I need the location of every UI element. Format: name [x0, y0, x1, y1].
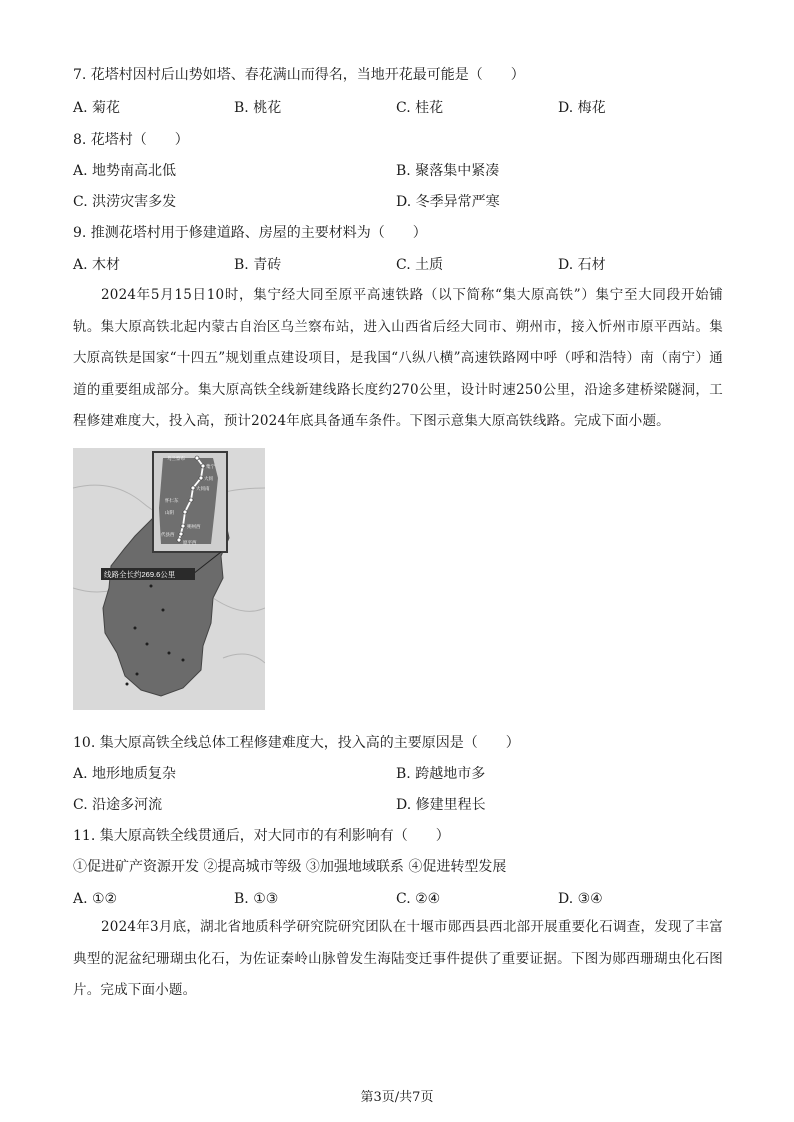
q7-option-a: A. 菊花 [73, 100, 121, 116]
station-label: 集宁 [206, 464, 215, 469]
q8-option-a: A. 地势南高北低 [73, 163, 177, 179]
station-label: 代县西 [161, 532, 175, 537]
q8-option-b: B. 聚落集中紧凑 [396, 163, 500, 179]
passage-railway: 2024年5月15日10时，集宁经大同至原平高速铁路（以下简称“集大原高铁”）集宁至大同段开始铺轨。集大原高铁北起内蒙古自治区乌兰察布站，进入山西省后经大同市、朔州市，接入忻州市原平西站。集大原高铁是国家“十四五”规划重点建设项目，是我国“八纵八横”高速铁路网中呼（呼和浩特）南（南宁）通道的重要组成部分。集大原高铁全线新建线路长度约270公里，设计时速250公里，沿途多建桥梁隧洞，工程修建难度大，投入高，预计2024年底具备通车条件。下图示意集大原高铁线路。完成下面小题。 [73, 287, 723, 429]
q8-option-d: D. 冬季异常严寒 [396, 194, 500, 210]
station-label: 原平西 [183, 540, 197, 545]
q10-option-d: D. 修建里程长 [396, 797, 486, 813]
q10-option-c: C. 沿途多河流 [73, 797, 163, 813]
q9-option-b: B. 青砖 [234, 257, 282, 273]
question-7-stem: 7. 花塔村因村后山势如塔、春花满山而得名，当地开花最可能是（ ） [73, 67, 525, 83]
question-9-stem: 9. 推测花塔村用于修建道路、房屋的主要材料为（ ） [73, 225, 427, 241]
q10-option-a: A. 地形地质复杂 [73, 766, 177, 782]
passage-fossil: 2024年3月底，湖北省地质科学研究院研究团队在十堰市郧西县西北部开展重要化石调查，发现了丰富典型的泥盆纪珊瑚虫化石，为佐证秦岭山脉曾发生海陆变迁事件提供了重要证据。下图为郧西珊瑚虫化石图片。完成下面小题。 [73, 919, 723, 998]
q11-option-a: A. ①② [73, 891, 118, 907]
question-8-stem: 8. 花塔村（ ） [73, 132, 189, 148]
station-label: 山阴 [165, 510, 174, 515]
station-label: 大同 [204, 476, 213, 481]
q7-option-b: B. 桃花 [234, 100, 282, 116]
q11-option-c: C. ②④ [396, 891, 441, 907]
q10-option-b: B. 跨越地市多 [396, 766, 486, 782]
q11-option-d: D. ③④ [558, 891, 603, 907]
q11-option-b: B. ①③ [234, 891, 279, 907]
q7-option-c: C. 桂花 [396, 100, 444, 116]
length-callout-label: 线路全长约269.6公里 [104, 570, 176, 579]
station-label: 大同南 [196, 486, 210, 491]
question-10-stem: 10. 集大原高铁全线总体工程修建难度大，投入高的主要原因是（ ） [73, 735, 520, 751]
railway-map-figure [73, 448, 265, 710]
q8-option-c: C. 洪涝灾害多发 [73, 194, 177, 210]
q9-option-d: D. 石材 [558, 257, 606, 273]
station-label: 朔州西 [187, 524, 201, 529]
q11-choices: ①促进矿产资源开发 ②提高城市等级 ③加强地域联系 ④促进转型发展 [73, 859, 507, 875]
q9-option-c: C. 土质 [396, 257, 444, 273]
station-label: 乌兰察布 [167, 456, 185, 461]
q9-option-a: A. 木材 [73, 257, 121, 273]
q7-option-d: D. 梅花 [558, 100, 606, 116]
page-number: 第3页/共7页 [360, 1090, 434, 1105]
question-11-stem: 11. 集大原高铁全线贯通后，对大同市的有利影响有（ ） [73, 828, 450, 844]
station-label: 怀仁东 [165, 498, 179, 503]
